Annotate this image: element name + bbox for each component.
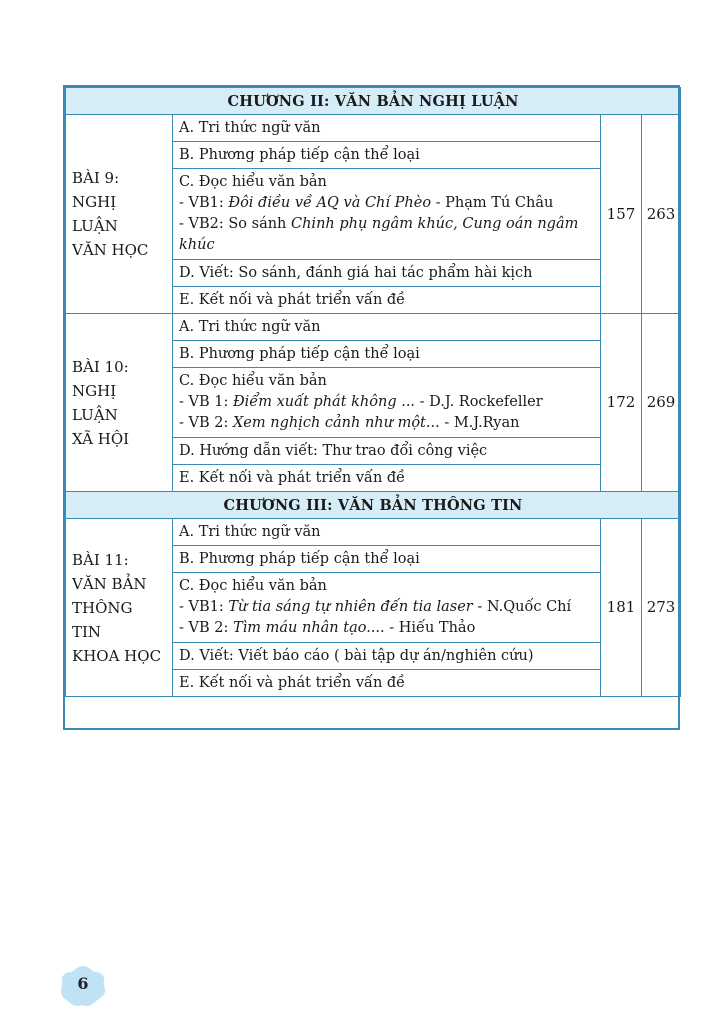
- table-row: [66, 115, 681, 142]
- list-item: D. Viết: So sánh, đánh giá hai tác phẩm hài kịch: [173, 260, 601, 287]
- text-prefix: - VB1:: [179, 599, 229, 615]
- table-row: [66, 314, 681, 341]
- text-title: Điểm xuất phát không ...: [232, 394, 416, 410]
- page-number-b: 263: [642, 115, 681, 314]
- table-of-contents: [65, 87, 681, 697]
- chapter-row: [66, 492, 681, 519]
- text-prefix: - VB2: So sánh: [179, 216, 291, 232]
- text-title: Đôi điều về AQ và Chí Phèo: [228, 195, 432, 211]
- text-title: Tìm máu nhân tạo....: [232, 620, 385, 636]
- text-author: - Phạm Tú Châu: [431, 195, 554, 211]
- list-item: E. Kết nối và phát triển vấn đề: [173, 670, 601, 697]
- reading-heading: C. Đọc hiểu văn bản: [179, 174, 327, 190]
- lesson-name: [66, 519, 173, 697]
- text-title: Từ tia sáng tự nhiên đến tia laser: [228, 599, 473, 615]
- table-row: [66, 519, 681, 546]
- list-item: D. Hướng dẫn viết: Thư trao đổi công việc: [173, 438, 601, 465]
- lesson-name-line: BÀI 10:: [72, 357, 129, 376]
- page-number-a: 157: [601, 115, 642, 314]
- reading-text-1: [179, 597, 594, 618]
- lesson-name: [66, 115, 173, 314]
- lesson-name-line: NGHỊ LUẬN: [72, 381, 118, 424]
- list-item: [173, 368, 601, 438]
- lesson-name-line: BÀI 9:: [72, 169, 120, 187]
- reading-text-2: [179, 618, 594, 639]
- chapter-row: [66, 88, 681, 115]
- list-item: D. Viết: Viết báo cáo ( bài tập dự án/nghiên cứu): [173, 643, 601, 670]
- page-number-a: 181: [601, 519, 642, 697]
- lesson-name-line: VĂN BẢN: [72, 574, 147, 593]
- text-author: - Hiếu Thảo: [384, 620, 476, 636]
- list-item: B. Phương pháp tiếp cận thể loại: [173, 142, 601, 169]
- list-item: E. Kết nối và phát triển vấn đề: [173, 287, 601, 314]
- lesson-name-line: KHOA HỌC: [72, 646, 162, 665]
- list-item: [173, 169, 601, 260]
- list-item: A. Tri thức ngữ văn: [173, 115, 601, 142]
- reading-heading: C. Đọc hiểu văn bản: [179, 373, 327, 389]
- reading-text-1: [179, 392, 594, 413]
- text-prefix: - VB 1:: [179, 394, 233, 410]
- text-author: - M.J.Ryan: [439, 415, 520, 431]
- text-author: - N.Quốc Chí: [472, 599, 572, 615]
- lesson-name-line: NGHỊ LUẬN: [72, 193, 118, 235]
- text-title: Chinh phụ ngâm khúc, Cung oán ngâm khúc: [179, 216, 579, 253]
- page-number-a: 172: [601, 314, 642, 492]
- text-prefix: - VB1:: [179, 195, 229, 211]
- list-item: B. Phương pháp tiếp cận thể loại: [173, 546, 601, 573]
- lesson-name-line: BÀI 11:: [72, 550, 129, 569]
- list-item: A. Tri thức ngữ văn: [173, 519, 601, 546]
- lesson-name-line: THÔNG TIN: [72, 598, 133, 641]
- reading-text-2: [179, 214, 594, 256]
- chapter-title: CHƯƠNG III: VĂN BẢN THÔNG TIN: [66, 492, 681, 519]
- page-number-b: 273: [642, 519, 681, 697]
- lesson-name: [66, 314, 173, 492]
- page-number-b: 269: [642, 314, 681, 492]
- list-item: B. Phương pháp tiếp cận thể loại: [173, 341, 601, 368]
- list-item: A. Tri thức ngữ văn: [173, 314, 601, 341]
- reading-heading: C. Đọc hiểu văn bản: [179, 578, 327, 594]
- reading-text-2: [179, 413, 594, 434]
- reading-text-1: [179, 193, 594, 214]
- text-title: Xem nghịch cảnh như một...: [232, 415, 440, 431]
- list-item: [173, 573, 601, 643]
- chapter-title: CHƯƠNG II: VĂN BẢN NGHỊ LUẬN: [66, 88, 681, 115]
- lesson-name-line: VĂN HỌC: [72, 241, 149, 259]
- lesson-name-line: XÃ HỘI: [72, 429, 130, 448]
- page-number: 6: [77, 974, 89, 993]
- text-prefix: - VB 2:: [179, 415, 233, 431]
- text-prefix: - VB 2:: [179, 620, 233, 636]
- text-author: - D.J. Rockefeller: [415, 394, 543, 410]
- list-item: E. Kết nối và phát triển vấn đề: [173, 465, 601, 492]
- page-number-badge: [58, 964, 108, 1008]
